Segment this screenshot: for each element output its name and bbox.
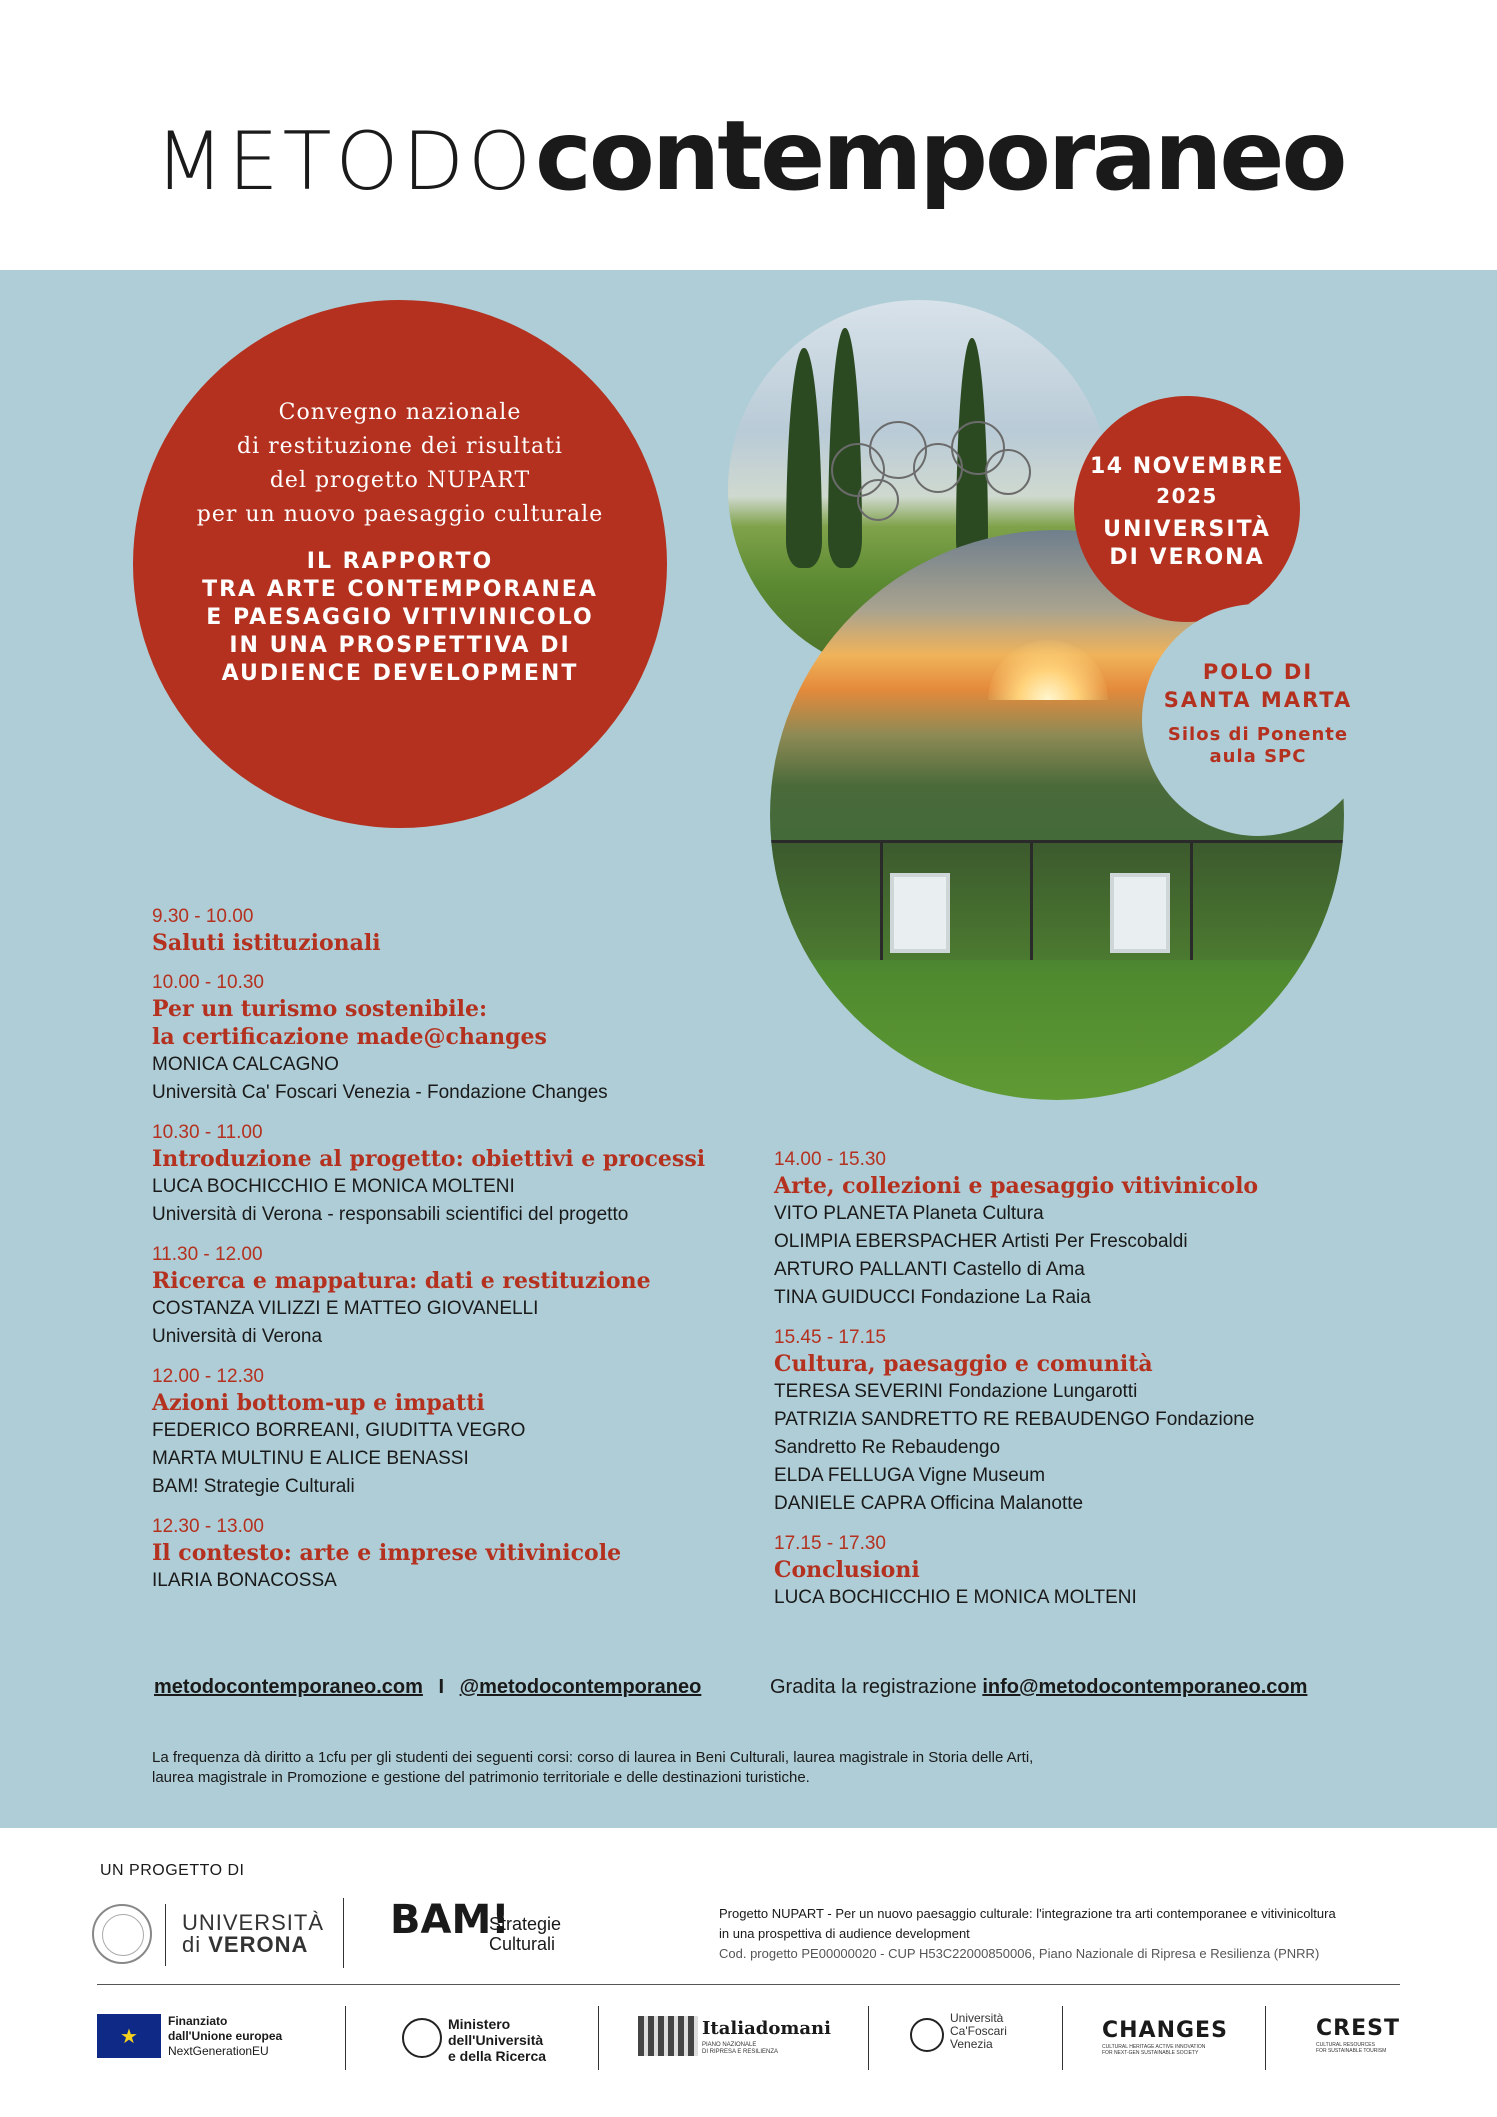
program-item — [152, 1515, 772, 1595]
venue-room — [1142, 724, 1374, 768]
session-time: 9.30 - 10.00 — [152, 906, 254, 927]
mur-logo-text — [448, 2016, 546, 2064]
glass-post — [1030, 843, 1033, 960]
intro-circle — [133, 300, 667, 828]
university-line: DI VERONA — [1109, 545, 1265, 570]
footer-divider — [97, 1984, 1400, 1985]
venue-name — [1142, 658, 1374, 714]
registration — [770, 1676, 1307, 1699]
eu-line: NextGenerationEU — [168, 2044, 269, 2058]
session-title: Arte, collezioni e paesaggio vitivinicolo — [774, 1173, 1259, 1199]
divider — [1062, 2006, 1063, 2070]
mur-line: dell'Università — [448, 2032, 544, 2048]
glass-post — [1190, 843, 1193, 960]
intro-text — [173, 396, 627, 532]
session-title: Introduzione al progetto: obiettivi e processi — [152, 1146, 706, 1172]
session-time: 14.00 - 15.30 — [774, 1149, 886, 1170]
project-description — [719, 1904, 1439, 1964]
session-speaker: MONICA CALCAGNO — [152, 1054, 339, 1075]
intro-line: del progetto NUPART — [269, 468, 531, 493]
session-speaker: ARTURO PALLANTI Castello di Ama — [774, 1259, 1085, 1280]
title-line: AUDIENCE DEVELOPMENT — [221, 661, 579, 686]
website-link[interactable]: metodocontemporaneo.com — [154, 1676, 423, 1698]
project-by-label: UN PROGETTO DI — [100, 1862, 245, 1879]
session-speaker: MARTA MULTINU E ALICE BENASSI — [152, 1448, 469, 1469]
eu-flag-icon: ★ — [97, 2014, 161, 2058]
program-item — [152, 1243, 772, 1351]
session-time: 12.00 - 12.30 — [152, 1366, 264, 1387]
divider — [1265, 2006, 1266, 2070]
cf-line: Venezia — [950, 2037, 993, 2051]
header — [0, 0, 1497, 270]
title-line: TRA ARTE CONTEMPORANEA — [202, 577, 598, 602]
venue-line: POLO DI — [1202, 660, 1314, 684]
session-speaker: LUCA BOCHICCHIO E MONICA MOLTENI — [774, 1587, 1137, 1608]
program-item — [152, 1121, 772, 1229]
divider — [598, 2006, 599, 2070]
session-time: 12.30 - 13.00 — [152, 1516, 264, 1537]
bam-sub-line: Culturali — [489, 1934, 556, 1954]
crest-sub-line: FOR SUSTAINABLE TOURISM — [1316, 2048, 1387, 2054]
changes-subtitle — [1102, 2044, 1205, 2056]
mirror-window-shape — [890, 873, 950, 953]
session-title: Il contesto: arte e imprese vitivinicole — [152, 1540, 622, 1566]
date-circle — [1074, 396, 1300, 622]
session-speaker: Sandretto Re Rebaudengo — [774, 1437, 1001, 1458]
session-speaker: FEDERICO BORREANI, GIUDITTA VEGRO — [152, 1420, 526, 1441]
title-line: IL RAPPORTO — [306, 549, 494, 574]
session-title: Conclusioni — [774, 1557, 920, 1583]
divider — [165, 1904, 166, 1966]
ca-foscari-logo — [950, 2012, 1007, 2051]
mirror-installation-shape — [770, 840, 1344, 960]
mirror-window-shape — [1110, 873, 1170, 953]
credit-note — [152, 1748, 1352, 1788]
session-speaker: Università di Verona — [152, 1326, 323, 1347]
session-speaker: VITO PLANETA Planeta Cultura — [774, 1203, 1044, 1224]
program-item — [774, 1532, 1394, 1612]
note-line: La frequenza dà diritto a 1cfu per gli studenti dei seguenti corsi: corso di laurea in Beni Culturali, laurea magistrale in Storia delle Arti, — [152, 1749, 1034, 1766]
italiadomani-mark-icon — [638, 2016, 698, 2056]
divider — [343, 1898, 344, 1968]
session-speaker: TERESA SEVERINI Fondazione Lungarotti — [774, 1381, 1138, 1402]
intro-line: per un nuovo paesaggio culturale — [196, 502, 604, 527]
mur-line: e della Ricerca — [448, 2048, 547, 2064]
logo-part-contemporaneo: contemporaneo — [534, 100, 1345, 212]
footer — [0, 1828, 1497, 2117]
eu-funding-text — [168, 2014, 282, 2059]
italiadomani-logo: Italiadomani — [702, 2018, 831, 2039]
univr-line: UNIVERSITÀ — [182, 1910, 325, 1935]
program-item — [774, 1326, 1394, 1518]
sun-shape — [988, 640, 1108, 700]
event-university — [1074, 516, 1300, 572]
project-line: in una prospettiva di audience development — [719, 1926, 970, 1941]
session-speaker: LUCA BOCHICCHIO E MONICA MOLTENI — [152, 1176, 515, 1197]
session-speaker: OLIMPIA EBERSPACHER Artisti Per Frescobaldi — [774, 1231, 1188, 1252]
session-speaker: TINA GUIDUCCI Fondazione La Raia — [774, 1287, 1091, 1308]
social-link[interactable]: @metodocontemporaneo — [459, 1676, 702, 1698]
program-item — [152, 905, 772, 957]
session-speaker: ELDA FELLUGA Vigne Museum — [774, 1465, 1046, 1486]
program-morning — [152, 905, 772, 1609]
room-line: Silos di Ponente — [1167, 724, 1349, 745]
email-link[interactable]: info@metodocontemporaneo.com — [982, 1676, 1308, 1698]
session-speaker: PATRIZIA SANDRETTO RE REBAUDENGO Fondazione — [774, 1409, 1255, 1430]
event-date: 14 NOVEMBRE — [1090, 454, 1284, 479]
title-line: E PAESAGGIO VITIVINICOLO — [206, 605, 594, 630]
eu-line: Finanziato — [168, 2014, 228, 2028]
session-speaker: Università Ca' Foscari Venezia - Fondazione Changes — [152, 1082, 608, 1103]
divider — [345, 2006, 346, 2070]
bam-logo: BAM! — [390, 1897, 510, 1943]
crest-logo: CREST — [1316, 2016, 1400, 2041]
session-speaker: COSTANZA VILIZZI E MATTEO GIOVANELLI — [152, 1298, 539, 1319]
session-title: Saluti istituzionali — [152, 930, 381, 956]
program-item — [152, 971, 772, 1107]
mur-line: Ministero — [448, 2016, 511, 2032]
metodo-contemporaneo-logo — [155, 100, 1345, 212]
program-afternoon — [774, 1148, 1394, 1626]
room-line: aula SPC — [1209, 746, 1307, 767]
italiadomani-sub-line: DI RIPRESA E RESILIENZA — [702, 2049, 779, 2055]
title-line: IN UNA PROSPETTIVA DI — [229, 633, 571, 658]
intro-line: Convegno nazionale — [278, 400, 522, 425]
italiadomani-subtitle — [702, 2042, 778, 2056]
venue-line: SANTA MARTA — [1163, 688, 1353, 712]
eu-line: dall'Unione europea — [168, 2029, 283, 2043]
session-speaker: Università di Verona - responsabili scientifici del progetto — [152, 1204, 629, 1225]
session-title: Azioni bottom-up e impatti — [152, 1390, 485, 1416]
session-time: 17.15 - 17.30 — [774, 1533, 886, 1554]
program-item — [774, 1148, 1394, 1312]
crest-sub-line: CULTURAL RESOURCES — [1316, 2042, 1375, 2048]
session-speaker: DANIELE CAPRA Officina Malanotte — [774, 1493, 1084, 1514]
registration-text: Gradita la registrazione — [770, 1676, 977, 1698]
session-speaker: BAM! Strategie Culturali — [152, 1476, 355, 1497]
wire-sculpture-shape — [818, 410, 1038, 530]
university-line: UNIVERSITÀ — [1103, 517, 1271, 542]
venue-circle — [1142, 604, 1374, 836]
univr-di: di — [182, 1932, 202, 1957]
session-time: 10.00 - 10.30 — [152, 972, 264, 993]
link-separator: I — [438, 1676, 445, 1698]
ca-foscari-seal-icon — [910, 2018, 944, 2052]
session-title: Ricerca e mappatura: dati e restituzione — [152, 1268, 651, 1294]
session-time: 11.30 - 12.00 — [152, 1244, 263, 1265]
cf-line: Università — [950, 2011, 1004, 2025]
event-year: 2025 — [1156, 484, 1218, 508]
univr-logo — [182, 1912, 324, 1956]
project-code: Cod. progetto PE00000020 - CUP H53C22000850006, Piano Nazionale di Ripresa e Resilienza (PNRR) — [719, 1946, 1320, 1961]
project-line: Progetto NUPART - Per un nuovo paesaggio culturale: l'integrazione tra arti contemporanee e vitivinicoltura — [719, 1906, 1336, 1921]
cypress-tree-shape — [786, 348, 822, 568]
logo-part-metodo: METODO — [155, 115, 535, 208]
divider — [868, 2006, 869, 2070]
mur-emblem-icon — [402, 2018, 442, 2058]
italiadomani-sub-line: PIANO NAZIONALE — [702, 2042, 757, 2048]
bam-sub-line: Strategie — [489, 1914, 562, 1934]
glass-post — [880, 843, 883, 960]
conference-title — [173, 548, 627, 688]
univr-verona: VERONA — [208, 1932, 309, 1957]
cf-line: Ca'Foscari — [950, 2024, 1007, 2038]
changes-sub-line: CULTURAL HERITAGE ACTIVE INNOVATION — [1102, 2044, 1206, 2050]
bam-subtitle — [489, 1914, 561, 1954]
changes-logo: CHANGES — [1102, 2018, 1228, 2043]
intro-line: di restituzione dei risultati — [237, 434, 563, 459]
session-speaker: ILARIA BONACOSSA — [152, 1570, 337, 1591]
session-title: la certificazione made@changes — [152, 1024, 547, 1050]
session-time: 10.30 - 11.00 — [152, 1122, 263, 1143]
note-line: laurea magistrale in Promozione e gestione del patrimonio territoriale e delle destinazioni turistiche. — [152, 1769, 810, 1786]
university-seal-icon — [92, 1904, 152, 1964]
crest-subtitle — [1316, 2042, 1386, 2054]
session-title: Cultura, paesaggio e comunità — [774, 1351, 1153, 1377]
contact-links — [154, 1676, 701, 1699]
program-item — [152, 1365, 772, 1501]
session-title: Per un turismo sostenibile: — [152, 996, 488, 1022]
session-time: 15.45 - 17.15 — [774, 1327, 886, 1348]
changes-sub-line: FOR NEXT-GEN SUSTAINABLE SOCIETY — [1102, 2050, 1199, 2056]
